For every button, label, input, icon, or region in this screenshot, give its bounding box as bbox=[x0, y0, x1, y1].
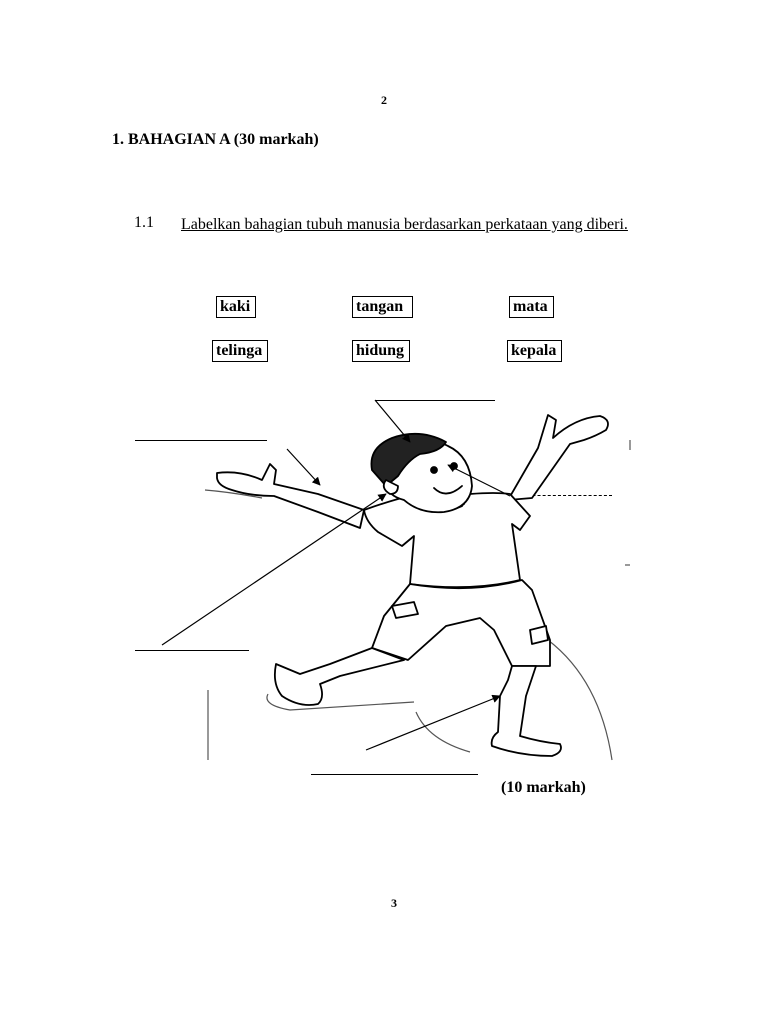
word-box-hidung: hidung bbox=[352, 340, 410, 362]
page-number-bottom: 3 bbox=[391, 896, 397, 910]
word-box-tangan: tangan bbox=[352, 296, 413, 318]
marks-allocation: (10 markah) bbox=[501, 779, 586, 796]
question-number: 1.1 bbox=[134, 214, 154, 231]
word-box-telinga: telinga bbox=[212, 340, 268, 362]
word-box-mata: mata bbox=[509, 296, 554, 318]
page-number-top: 2 bbox=[381, 93, 387, 107]
word-box-kepala: kepala bbox=[507, 340, 562, 362]
question-instruction: Labelkan bahagian tubuh manusia berdasarkan perkataan yang diberi. bbox=[181, 216, 628, 233]
section-title: 1. BAHAGIAN A (30 markah) bbox=[112, 131, 319, 148]
word-box-kaki: kaki bbox=[216, 296, 256, 318]
